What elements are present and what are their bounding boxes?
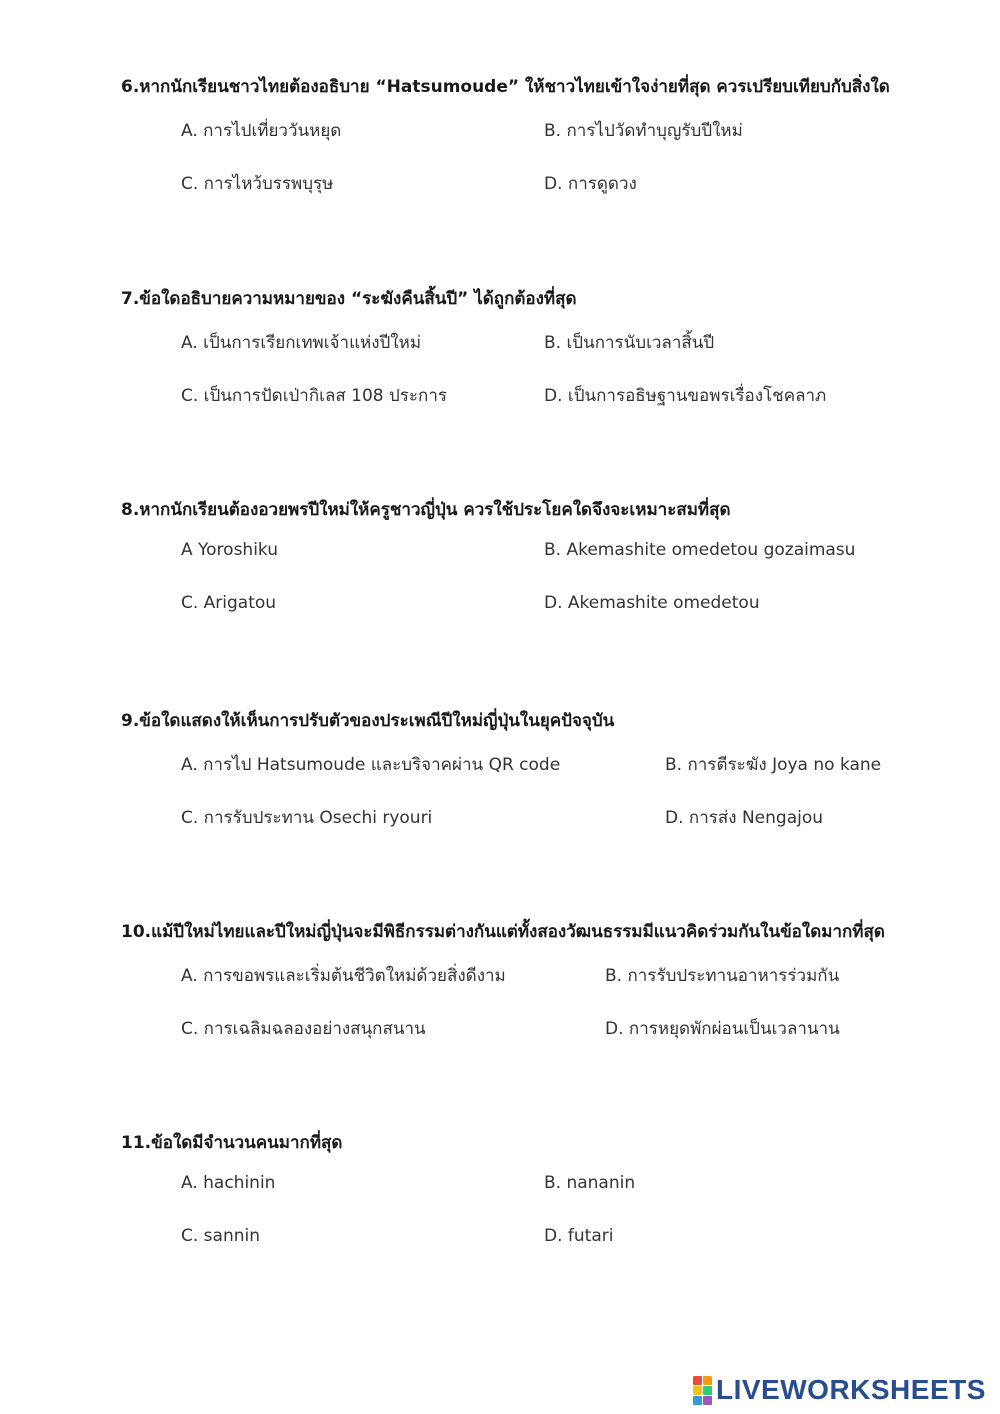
question-6-option-b[interactable]: B. การไปวัดทำบุญรับปีใหม่: [544, 121, 743, 141]
liveworksheets-logo-text: LIVEWORKSHEETS: [716, 1374, 986, 1405]
question-9-option-d[interactable]: D. การส่ง Nengajou: [665, 808, 824, 828]
question-9-text: 9.ข้อใดแสดงให้เห็นการปรับตัวของประเพณีปีใหม่ญี่ปุ่นในยุคปัจจุบัน: [121, 711, 615, 731]
question-10-option-b[interactable]: B. การรับประทานอาหารร่วมกัน: [605, 966, 840, 986]
question-10-option-d[interactable]: D. การหยุดพักผ่อนเป็นเวลานาน: [605, 1019, 840, 1039]
question-11-option-b[interactable]: B. nananin: [544, 1173, 636, 1193]
question-8-option-d[interactable]: D. Akemashite omedetou: [544, 593, 760, 613]
question-6-option-c[interactable]: C. การไหว้บรรพบุรุษ: [181, 174, 334, 194]
question-8-option-b[interactable]: B. Akemashite omedetou gozaimasu: [544, 540, 856, 560]
question-9-option-c[interactable]: C. การรับประทาน Osechi ryouri: [181, 808, 433, 828]
question-8-option-a[interactable]: A Yoroshiku: [181, 540, 279, 560]
liveworksheets-logo: [693, 1374, 986, 1406]
logo-block: [693, 1396, 702, 1405]
question-7-text: 7.ข้อใดอธิบายความหมายของ “ระฆังคืนสิ้นปี” ได้ถูกต้องที่สุด: [121, 289, 577, 309]
question-8-text: 8.หากนักเรียนต้องอวยพรปีใหม่ให้ครูชาวญี่ปุ่น ควรใช้ประโยคใดจึงจะเหมาะสมที่สุด: [121, 500, 731, 520]
question-8-option-c[interactable]: C. Arigatou: [181, 593, 277, 613]
question-10-option-c[interactable]: C. การเฉลิมฉลองอย่างสนุกสนาน: [181, 1019, 426, 1039]
question-6-text: 6.หากนักเรียนชาวไทยต้องอธิบาย “Hatsumoude” ให้ชาวไทยเข้าใจง่ายที่สุด ควรเปรียบเทียบกับสิ่งใด: [121, 77, 890, 97]
question-7-option-a[interactable]: A. เป็นการเรียกเทพเจ้าแห่งปีใหม่: [181, 333, 422, 353]
logo-block: [703, 1376, 712, 1385]
question-10-option-a[interactable]: A. การขอพรและเริ่มต้นชีวิตใหม่ด้วยสิ่งดีงาม: [181, 966, 506, 986]
question-9-option-b[interactable]: B. การตีระฆัง Joya no kane: [665, 755, 882, 775]
question-10-text: 10.แม้ปีใหม่ไทยและปีใหม่ญี่ปุ่นจะมีพิธีกรรมต่างกันแต่ทั้งสองวัฒนธรรมมีแนวคิดร่วมกันในข้อใดมากที่สุด: [121, 922, 885, 942]
question-7-option-d[interactable]: D. เป็นการอธิษฐานขอพรเรื่องโชคลาภ: [544, 386, 827, 406]
logo-block: [693, 1376, 702, 1385]
question-6-option-d[interactable]: D. การดูดวง: [544, 174, 637, 194]
question-11-option-a[interactable]: A. hachinin: [181, 1173, 276, 1193]
logo-block: [693, 1386, 702, 1395]
logo-block: [703, 1386, 712, 1395]
question-6-option-a[interactable]: A. การไปเที่ยววันหยุด: [181, 121, 342, 141]
question-11-option-d[interactable]: D. futari: [544, 1226, 614, 1246]
liveworksheets-logo-icon: [693, 1376, 712, 1405]
question-11-text: 11.ข้อใดมีจำนวนคนมากที่สุด: [121, 1133, 343, 1153]
question-11-option-c[interactable]: C. sannin: [181, 1226, 260, 1246]
question-9-option-a[interactable]: A. การไป Hatsumoude และบริจาคผ่าน QR code: [181, 755, 561, 775]
question-7-option-b[interactable]: B. เป็นการนับเวลาสิ้นปี: [544, 333, 715, 353]
question-7-option-c[interactable]: C. เป็นการปัดเป่ากิเลส 108 ประการ: [181, 386, 448, 406]
logo-block: [703, 1396, 712, 1405]
